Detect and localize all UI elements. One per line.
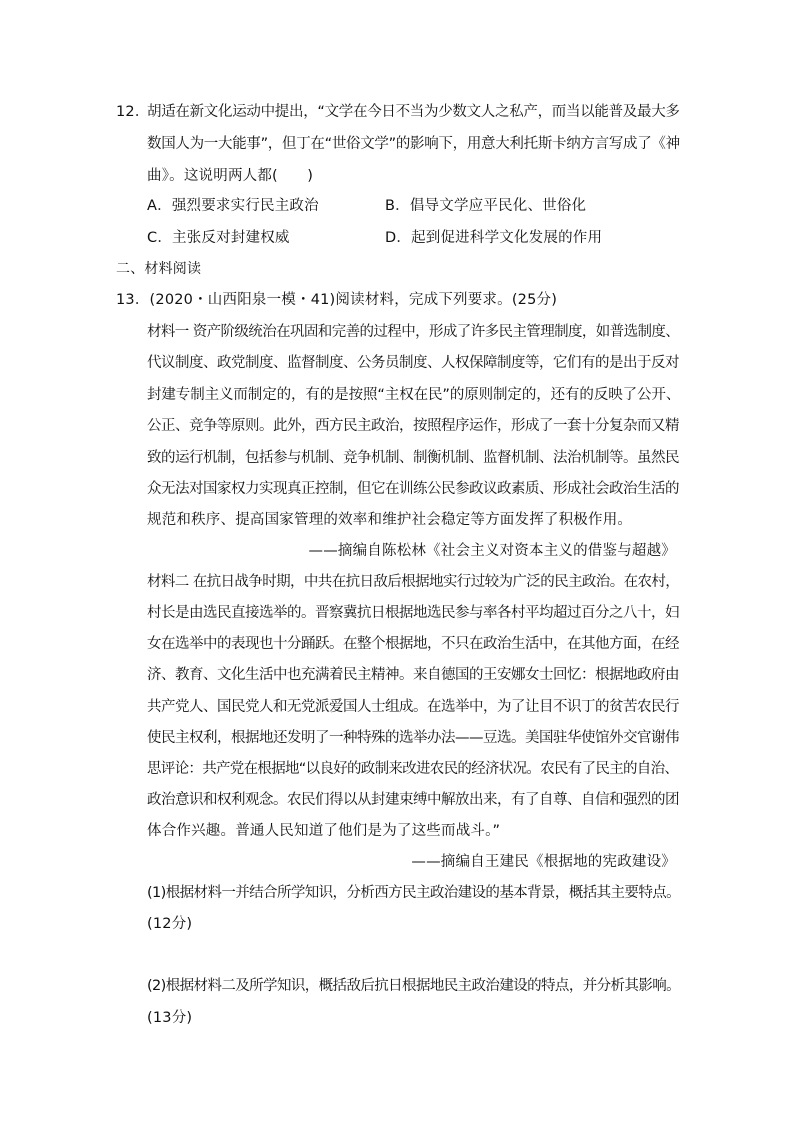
material-line: 使民主权利，根据地还发明了一种特殊的选举办法——豆选。美国驻华使馆外交官谢伟 xyxy=(147,730,679,746)
material-source: ——摘编自陈松林《社会主义对资本主义的借鉴与超越》 xyxy=(308,543,676,559)
material-line: 思评论：共产党在根据地“以良好的政制来改进农民的经济状况。农民有了民主的自治、 xyxy=(147,761,679,777)
sub-question-line: (12分) xyxy=(147,916,193,932)
material-line: 公正、竞争等原则。此外，西方民主政治，按照程序运作，形成了一套十分复杂而又精 xyxy=(147,418,679,434)
question-header: 13．(2020・山西阳泉一模・41)阅读材料，完成下列要求。(25分) xyxy=(116,292,558,308)
sub-question-line: (2)根据材料二及所学知识，概括敌后抗日根据地民主政治建设的特点，并分析其影响。 xyxy=(147,978,681,994)
material-line: 众无法对国家权力实现真正控制，但它在训练公民参政议政素质、形成社会政治生活的 xyxy=(147,481,679,497)
material-line: 代议制度、政党制度、监督制度、公务员制度、人权保障制度等，它们有的是出于反对 xyxy=(147,355,679,371)
material-line: 村长是由选民直接选举的。晋察冀抗日根据地选民参与率各村平均超过百分之八十，妇 xyxy=(147,605,679,621)
question-number: 12． xyxy=(116,104,150,120)
question-stem-line: 曲》。这说明两人都( ) xyxy=(147,168,314,184)
sub-question-line: (1)根据材料一并结合所学知识，分析西方民主政治建设的基本背景，概括其主要特点。 xyxy=(147,885,681,901)
question-stem-line: 数国人为一大能事”，但丁在“世俗文学”的影响下，用意大利托斯卡纳方言写成了《神 xyxy=(147,136,680,152)
option-a: A．强烈要求实行民主政治 xyxy=(147,198,319,214)
sub-question-line: (13分) xyxy=(147,1010,193,1026)
material-line: 政治意识和权利观念。农民们得以从封建束缚中解放出来，有了自尊、自信和强烈的团 xyxy=(147,792,679,808)
option-b: B．倡导文学应平民化、世俗化 xyxy=(385,198,587,214)
material-line: 材料一 资产阶级统治在巩固和完善的过程中，形成了许多民主管理制度，如普选制度、 xyxy=(147,324,680,340)
material-line: 共产党人、国民党人和无党派爱国人士组成。在选举中，为了让目不识丁的贫苦农民行 xyxy=(147,699,679,715)
material-line: 材料二 在抗日战争时期，中共在抗日敌后根据地实行过较为广泛的民主政治。在农村， xyxy=(147,574,680,590)
material-line: 济、教育、文化生活中也充满着民主精神。来自德国的王安娜女士回忆：根据地政府由 xyxy=(147,667,679,683)
option-d: D．起到促进科学文化发展的作用 xyxy=(385,230,603,246)
material-line: 封建专制主义而制定的，有的是按照“主权在民”的原则制定的，还有的反映了公开、 xyxy=(147,387,681,403)
material-line: 规范和秩序、提高国家管理的效率和维护社会稳定等方面发挥了积极作用。 xyxy=(147,512,633,528)
section-heading: 二、材料阅读 xyxy=(116,261,202,277)
material-line: 体合作兴趣。普通人民知道了他们是为了这些而战斗。” xyxy=(147,823,501,839)
material-line: 致的运行机制，包括参与机制、竞争机制、制衡机制、监督机制、法治机制等。虽然民 xyxy=(147,450,679,466)
material-source: ——摘编自王建民《根据地的宪政建设》 xyxy=(411,854,676,870)
question-stem-line: 胡适在新文化运动中提出，“文学在今日不当为少数文人之私产，而当以能普及最大多 xyxy=(147,104,680,120)
option-c: C．主张反对封建权威 xyxy=(147,230,290,246)
material-line: 女在选举中的表现也十分踊跃。在整个根据地，不只在政治生活中，在其他方面，在经 xyxy=(147,636,679,652)
